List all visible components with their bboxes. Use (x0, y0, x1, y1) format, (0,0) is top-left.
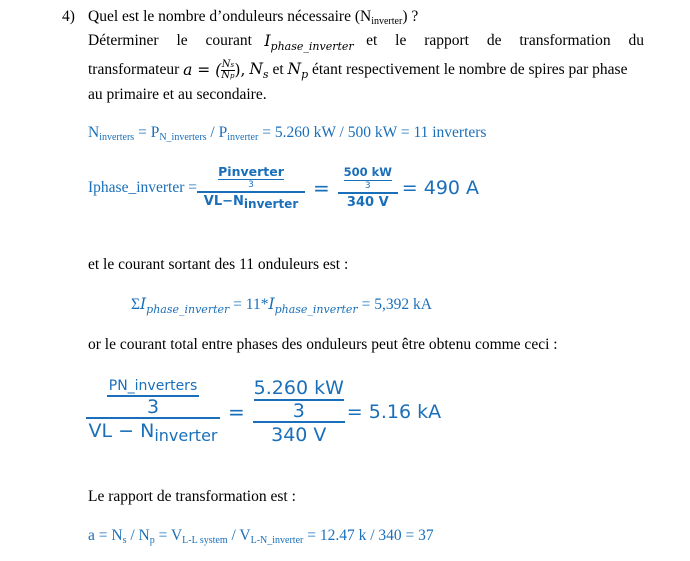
500kw: 500 kW (343, 164, 392, 179)
p-sub: N_inverters (159, 132, 207, 143)
ratio-np-sub: p (149, 535, 155, 546)
iphase-frac1-num (216, 164, 286, 191)
question-line-4: au primaire et au secondaire. (88, 86, 267, 103)
question-line-3 (88, 52, 644, 88)
p2-sub: inverter (227, 132, 259, 143)
eq-p: = P (134, 124, 160, 141)
ratio-v1-sub: L-L system (182, 535, 228, 546)
n-result: = 5.260 kW / 500 kW = 11 inverters (258, 124, 487, 141)
text-et: et (272, 61, 284, 78)
total-5260kw: 5.260 kW (253, 377, 344, 399)
ns-subscript: s (262, 67, 269, 81)
text-courant-sortant: et le courant sortant des 11 onduleurs est : (88, 256, 349, 273)
total-frac1 (88, 377, 218, 448)
ratio-result: = 12.47 k / 340 = 37 (303, 527, 434, 544)
np-subscript: p (301, 67, 309, 81)
ratio-num (222, 60, 234, 70)
sum-i: I (140, 295, 147, 313)
slash-p: / P (206, 124, 228, 141)
question-line-1 (88, 8, 418, 27)
frac1-three: 3 (248, 179, 254, 190)
var-i: I (264, 32, 271, 50)
question-line-2 (88, 32, 644, 53)
ratio-v2-sub: L-N_inverter (250, 535, 304, 546)
iphase-frac1 (199, 164, 303, 213)
text-rapport: et le rapport de transformation du (366, 32, 644, 49)
vl-n-sub: inverter (243, 196, 299, 211)
eq-total (88, 372, 441, 452)
question-text: Quel est le nombre d’onduleurs nécessaire (N (88, 8, 372, 25)
total-result: = 5.16 kA (346, 401, 442, 423)
var-ns (249, 60, 268, 81)
ratio-ns-sub: s (122, 535, 127, 546)
ratio-den (221, 70, 234, 81)
iphase-lhs: Iphase_inverter = (88, 179, 198, 196)
close-paren: ), (234, 61, 246, 79)
var-iphase (264, 32, 353, 53)
eq-ratio (88, 527, 434, 546)
n-letter: N (88, 124, 100, 141)
ns-letter: N (249, 59, 263, 78)
ratio-v2: / V (227, 527, 251, 544)
total-frac1-three: 3 (146, 395, 160, 418)
total-frac2-den: 340 V (253, 421, 345, 447)
var-a: a = ( (183, 61, 222, 79)
iphase-frac2-den: 340 V (338, 192, 398, 212)
iphase-frac2 (340, 165, 396, 212)
ratio-ns-np (221, 60, 234, 81)
total-frac1-num (105, 377, 201, 417)
iphase-frac2-num (342, 165, 394, 192)
iphase-result: = 490 A (401, 177, 480, 199)
total-frac2-three: 3 (292, 400, 305, 422)
question-number: 4) (62, 8, 75, 25)
total-vl-n: VL − N (88, 419, 155, 442)
eq-iphase (88, 158, 479, 218)
ns-n: N (221, 58, 231, 70)
pinverter: Pinverter (218, 163, 284, 179)
np-letter: N (287, 59, 302, 78)
sum-result: = 5,392 kA (357, 296, 432, 313)
vl-n: VL−N (203, 193, 244, 209)
ratio-a: a = N (88, 527, 123, 544)
n-sub: inverters (99, 132, 135, 143)
ratio-slash1: / N (126, 527, 150, 544)
sum-i2: I (268, 295, 275, 313)
text-transformateur: transformateur (88, 61, 180, 78)
var-i-sub: phase_inverter (270, 40, 354, 53)
text-determiner: Déterminer le courant (88, 32, 252, 49)
eq-n-inverters (88, 124, 486, 143)
sum-i2-sub: phase_inverter (274, 303, 358, 316)
total-frac1-den (86, 417, 220, 448)
var-np (288, 60, 309, 81)
iphase-frac1-den (197, 191, 305, 213)
np-n: N (221, 69, 231, 81)
eq-sum (131, 295, 432, 316)
np-p: p (230, 71, 235, 80)
sum-mid: = 11* (229, 296, 269, 313)
frac2-three: 3 (364, 180, 371, 191)
total-frac2 (255, 377, 343, 447)
ratio-v1: = V (154, 527, 183, 544)
question-sub: inverter (371, 16, 403, 27)
ns-s: s (230, 60, 235, 69)
sigma: Σ (131, 296, 141, 313)
question-end: ) ? (402, 8, 419, 25)
text-courant-total: or le courant total entre phases des onduleurs peut être obtenu comme ceci : (88, 336, 558, 353)
sum-i-sub: phase_inverter (146, 303, 230, 316)
total-vl-n-sub: inverter (154, 425, 218, 445)
text-rapport-transformation: Le rapport de transformation est : (88, 488, 296, 505)
text-etant: étant respectivement le nombre de spires par phase (312, 61, 628, 78)
pn-inverters: PN_inverters (107, 377, 199, 397)
total-frac2-num (252, 377, 346, 421)
iphase-equals: = (313, 176, 330, 200)
total-equals: = (228, 400, 245, 424)
